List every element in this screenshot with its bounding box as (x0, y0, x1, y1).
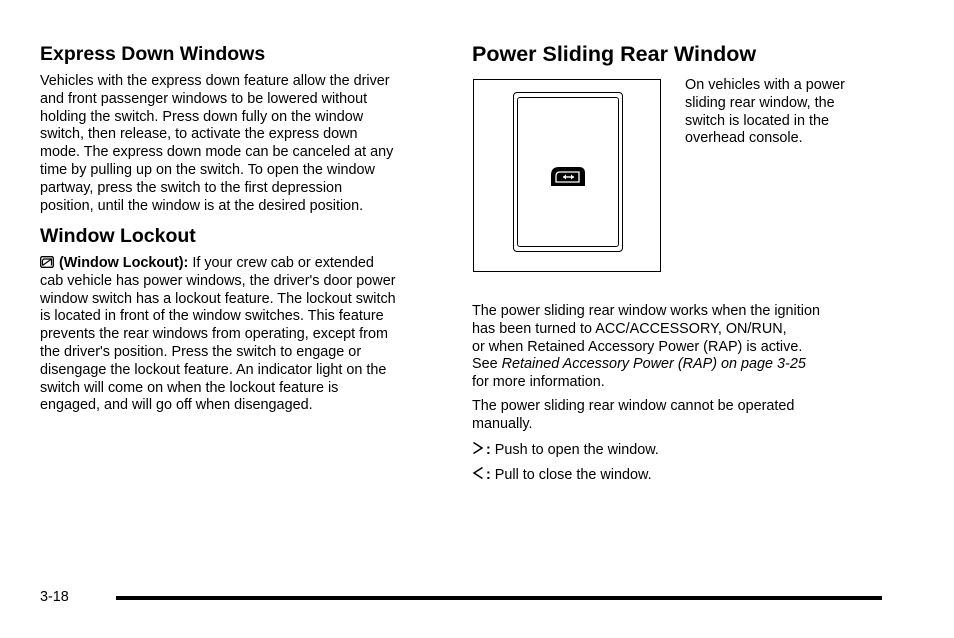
text-line: engaged, and will go off when disengaged. (40, 397, 313, 414)
text-line: cab vehicle has power windows, the driver's door power (40, 272, 396, 289)
rap-cross-reference: Retained Accessory Power (RAP) on page 3-25 (501, 356, 806, 373)
window-lockout-paragraph (40, 255, 396, 415)
text-line: The power sliding rear window cannot be operated (472, 398, 795, 414)
express-down-paragraph (40, 73, 393, 215)
switch-illustration (473, 79, 661, 272)
text-line (472, 466, 652, 485)
text-line: or when Retained Accessory Power (RAP) is active. (472, 338, 803, 355)
text-line (40, 255, 396, 273)
lockout-first-line: If your crew cab or extended (188, 255, 374, 271)
open-text: Push to open the window. (490, 442, 659, 458)
power-sliding-heading: Power Sliding Rear Window (472, 42, 757, 66)
text-line (472, 356, 820, 374)
text-line: switch is located in the (685, 112, 829, 129)
sliding-window-switch-icon (549, 165, 587, 187)
express-down-heading: Express Down Windows (40, 43, 266, 65)
open-instruction (472, 441, 659, 460)
close-text: Pull to close the window. (490, 467, 652, 483)
text-line: position, until the window is at the desired position. (40, 197, 364, 214)
footer-rule (116, 596, 882, 600)
text-line: holding the switch. Press down fully on the window (40, 108, 364, 125)
open-label: : (486, 442, 491, 458)
text-line: is located in front of the window switches. This feature (40, 308, 384, 325)
text-line: The power sliding rear window works when the ignition (472, 303, 820, 319)
text-line: time by pulling up on the switch. To open the window (40, 161, 375, 178)
close-label: : (486, 467, 491, 483)
manual-paragraph (472, 398, 794, 434)
text-line: disengage the lockout feature. An indicator light on the (40, 361, 387, 378)
text-line: switch will come on when the lockout feature is (40, 379, 339, 396)
text-line: manually. (472, 415, 533, 432)
text-line: and front passenger windows to be lowered without (40, 90, 368, 107)
see-text: See (472, 356, 502, 373)
text-line: overhead console. (685, 130, 803, 147)
text-line: window switch has a lockout feature. The lockout switch (40, 290, 396, 307)
text-line: sliding rear window, the (685, 94, 835, 111)
window-lockout-icon (40, 256, 54, 268)
text-line: has been turned to ACC/ACCESSORY, ON/RUN, (472, 320, 787, 337)
switch-plate (513, 92, 623, 252)
lockout-lead: (Window Lockout): (59, 255, 189, 271)
text-line: the driver's position. Press the switch to engage or (40, 343, 362, 360)
text-line: switch, then release, to activate the express down (40, 126, 358, 143)
text-line: prevents the rear windows from operating, except from (40, 326, 388, 343)
window-lockout-heading: Window Lockout (40, 225, 196, 247)
figure-caption (685, 77, 845, 148)
text-line: Vehicles with the express down feature allow the driver (40, 73, 390, 89)
close-instruction (472, 466, 652, 485)
open-arrow-icon (472, 441, 484, 455)
ignition-paragraph (472, 303, 820, 392)
text-line (472, 441, 659, 460)
text-line: mode. The express down mode can be canceled at any (40, 144, 394, 161)
text-line: for more information. (472, 374, 605, 391)
text-line: On vehicles with a power (685, 77, 845, 93)
page-number: 3-18 (40, 589, 69, 605)
text-line: partway, press the switch to the first depression (40, 179, 343, 196)
close-arrow-icon (472, 466, 484, 480)
